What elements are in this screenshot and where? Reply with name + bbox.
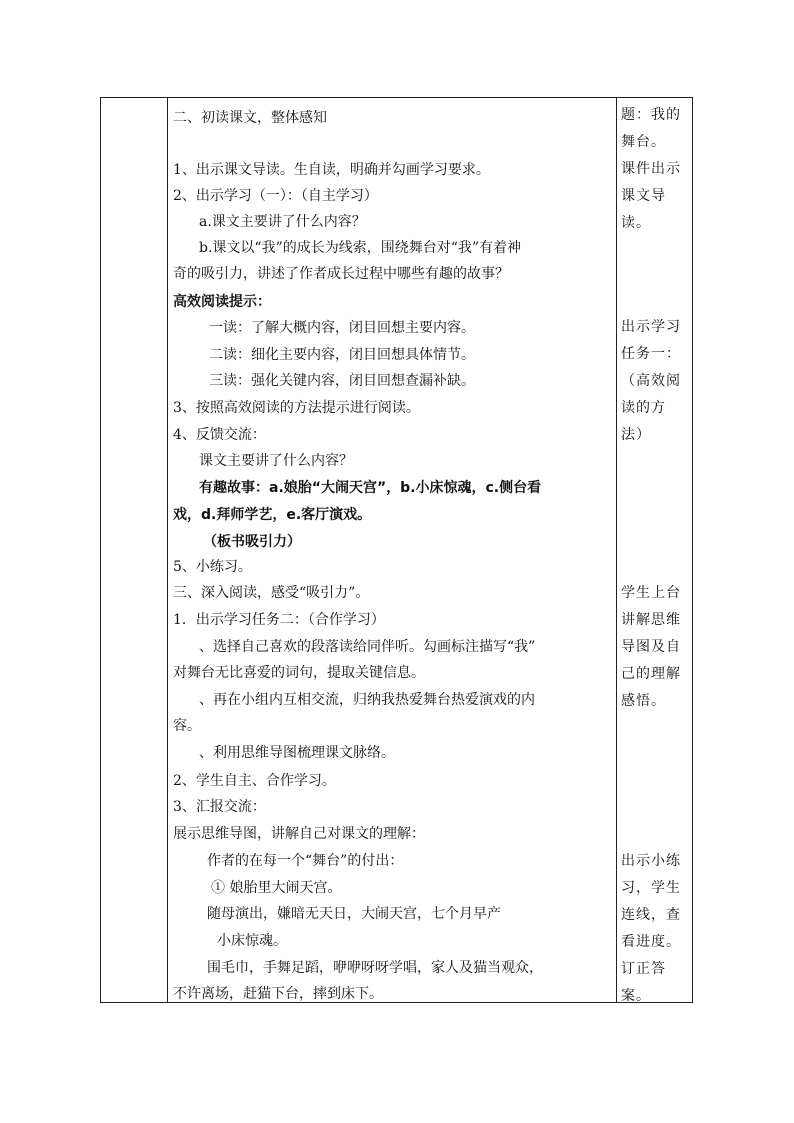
teacher-note: 课件出示课文导读。 [621, 161, 681, 231]
content-line: 小床惊魂。 [217, 933, 287, 949]
content-line: 不许离场，赶猫下台，摔到床下。 [173, 986, 383, 1002]
content-line: 随母演出，嫌暗无天日，大闹天宫，七个月早产 [207, 906, 501, 922]
content-line: 展示思维导图，讲解自己对课文的理解： [173, 826, 425, 842]
content-line: 、再在小组内互相交流，归纳我热爱舞台热爱演戏的内 [199, 692, 535, 708]
content-line: 课文主要讲了什么内容？ [199, 453, 353, 469]
content-line: a.课文主要讲了什么内容？ [199, 214, 366, 230]
content-line: 三、深入阅读，感受“吸引力”。 [173, 585, 370, 601]
content-line: 5、小练习。 [173, 559, 252, 575]
teacher-note: 题：我的舞台。 [621, 107, 681, 150]
content-line: 1、出示课文导读。生自读，明确并勾画学习要求。 [173, 162, 490, 178]
content-line: 高效阅读提示： [173, 294, 271, 310]
content-line: 三读：强化关键内容，闭目回想查漏补缺。 [209, 373, 475, 389]
content-line: 3、汇报交流： [173, 799, 266, 815]
content-line: 、选择自己喜欢的段落读给同伴听。勾画标注描写“我” [199, 639, 536, 655]
content-line: 奇的吸引力，讲述了作者成长过程中哪些有趣的故事？ [173, 266, 509, 282]
teacher-note: 学生上台讲解思维导图及自己的理解感悟。 [621, 585, 681, 709]
content-line: 对舞台无比喜爱的词句，提取关键信息。 [173, 665, 425, 681]
content-line: 、利用思维导图梳理课文脉络。 [199, 745, 395, 761]
content-line: ① 娘胎里大闹天宫。 [211, 880, 342, 896]
content-line: 二、初读课文，整体感知 [173, 110, 327, 126]
content-line: 戏，d.拜师学艺，e.客厅演戏。 [173, 507, 372, 523]
lesson-plan-table [100, 97, 693, 1003]
content-line: （板书吸引力） [203, 534, 301, 550]
content-line: b.课文以“我”的成长为线索，围绕舞台对“我”有着神 [199, 240, 522, 256]
content-line: 2、学生自主、合作学习。 [173, 773, 336, 789]
content-line: 有趣故事：a.娘胎“大闹天宫”，b.小床惊魂，c.侧台看 [199, 480, 542, 496]
teacher-note: 出示小练习，学生连线，查看进度。订正答案。 [621, 853, 681, 1004]
column-divider-left [167, 98, 168, 1002]
column-divider-right [616, 98, 617, 1002]
content-line: 2、出示学习（一）：（自主学习） [173, 188, 378, 204]
content-line: 1．出示学习任务二：（合作学习） [173, 612, 385, 628]
content-line: 二读：细化主要内容，闭目回想具体情节。 [209, 347, 475, 363]
content-line: 一读：了解大概内容，闭目回想主要内容。 [209, 320, 475, 336]
content-line: 作者的在每一个“舞台”的付出： [207, 853, 404, 869]
content-line: 4、反馈交流： [173, 427, 266, 443]
teacher-note: 出示学习任务一：（高效阅读的方法） [621, 319, 681, 443]
content-line: 围毛巾，手舞足蹈，咿咿呀呀学唱，家人及猫当观众， [207, 960, 543, 976]
content-line: 3、按照高效阅读的方法提示进行阅读。 [173, 400, 420, 416]
content-line: 容。 [173, 718, 201, 734]
